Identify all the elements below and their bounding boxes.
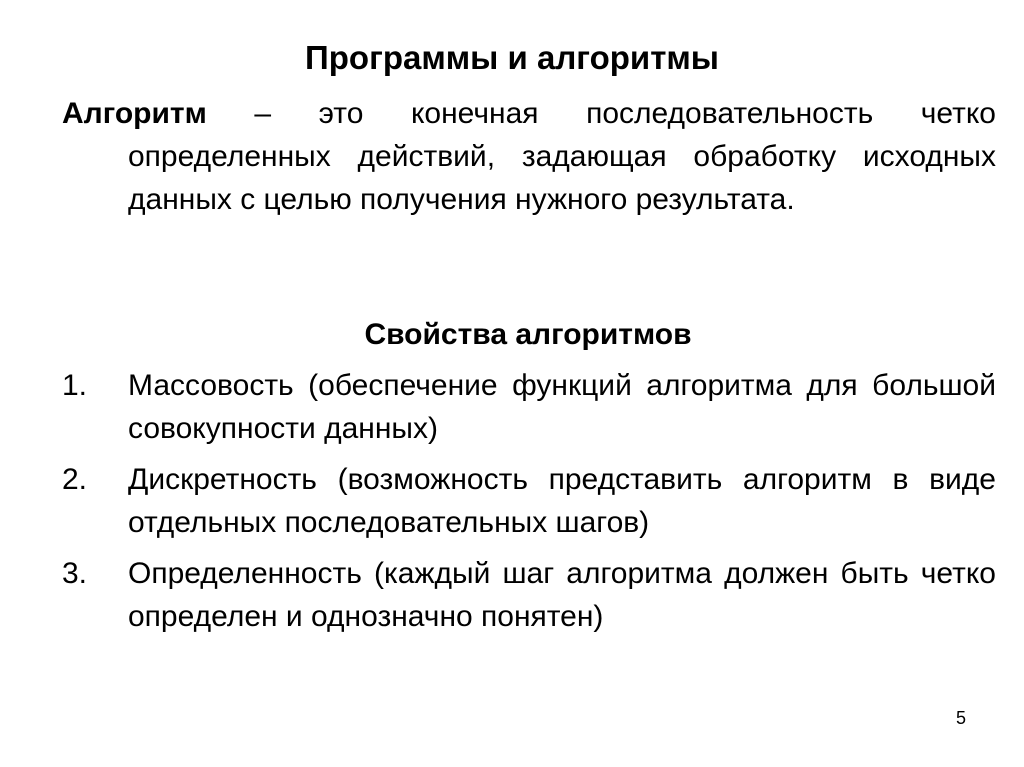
algorithm-definition <box>62 92 996 221</box>
list-item-number: 1. <box>62 369 88 402</box>
list-item-text: Дискретность (возможность представить алгоритм в виде отдельных последовательных шагов) <box>128 463 996 539</box>
slide-title: Программы и алгоритмы <box>305 39 719 76</box>
list-item-number: 2. <box>62 463 88 496</box>
list-item-number: 3. <box>62 557 88 590</box>
page-number: 5 <box>955 708 966 728</box>
properties-list <box>62 364 996 646</box>
definition-term: Алгоритм <box>62 97 207 130</box>
list-item-text: Массовость (обеспечение функций алгоритма для большой совокупности данных) <box>128 369 996 445</box>
list-item-text: Определенность (каждый шаг алгоритма должен быть четко определен и однозначно понятен) <box>128 557 996 633</box>
list-item <box>62 552 996 638</box>
properties-heading: Свойства алгоритмов <box>364 318 692 351</box>
definition-text: – это конечная последовательность четко определенных действий, задающая обработку исходных данных с целью получения нужного результата. <box>128 97 996 216</box>
list-item <box>62 458 996 544</box>
list-item <box>62 364 996 450</box>
